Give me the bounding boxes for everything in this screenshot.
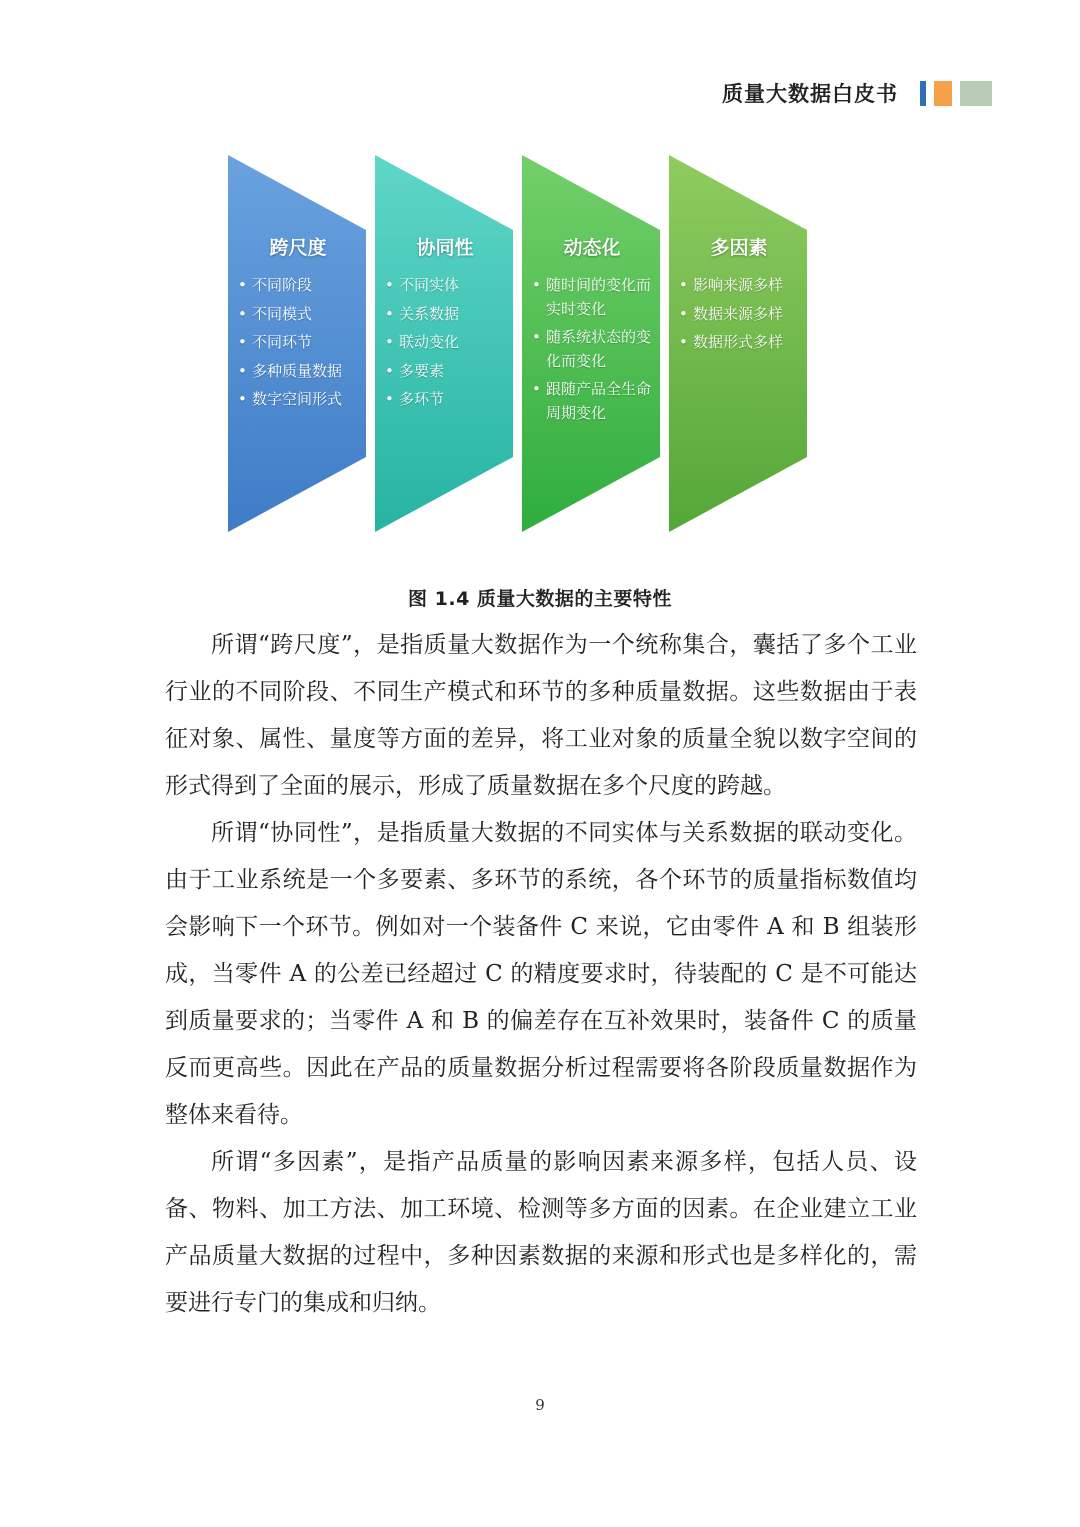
panel-title: 动态化 bbox=[563, 237, 621, 259]
list-item: • 随系统状态的变化而变化 bbox=[530, 326, 660, 373]
paragraph-cross-scale: 所谓“跨尺度”，是指质量大数据作为一个统称集合，囊括了多个工业行业的不同阶段、不同生产模式和环节的多种质量数据。这些数据由于表征对象、属性、量度等方面的差异，将工业对象的质量全貌以数字空间的形式得到了全面的展示，形成了质量数据在多个尺度的跨越。 bbox=[165, 632, 917, 799]
list-item: • 不同模式 bbox=[236, 303, 366, 327]
panel-list bbox=[236, 274, 366, 417]
header-title: 质量大数据白皮书 bbox=[722, 82, 898, 106]
panel-multi-factor bbox=[669, 155, 809, 535]
header-color-block-blue bbox=[920, 81, 926, 106]
page-header bbox=[722, 78, 992, 108]
panel-title: 跨尺度 bbox=[269, 237, 327, 259]
list-item: • 多种质量数据 bbox=[236, 360, 366, 384]
list-item: • 影响来源多样 bbox=[677, 274, 807, 298]
panel-synergy bbox=[375, 155, 515, 535]
header-color-block-green bbox=[960, 81, 992, 106]
list-item: • 多环节 bbox=[383, 388, 513, 412]
panel-list bbox=[383, 274, 513, 417]
list-item: • 随时间的变化而实时变化 bbox=[530, 274, 660, 321]
list-item: • 数字空间形式 bbox=[236, 388, 366, 412]
panel-title: 协同性 bbox=[416, 237, 474, 259]
panel-list bbox=[530, 274, 660, 430]
list-item: • 不同实体 bbox=[383, 274, 513, 298]
list-item: • 数据形式多样 bbox=[677, 331, 807, 355]
header-color-block-orange bbox=[934, 81, 952, 106]
figure-caption: 图 1.4 质量大数据的主要特性 bbox=[408, 588, 672, 610]
paragraph-multi-factor: 所谓“多因素”，是指产品质量的影响因素来源多样，包括人员、设备、物料、加工方法、加工环境、检测等多方面的因素。在企业建立工业产品质量大数据的过程中，多种因素数据的来源和形式也是多样化的，需要进行专门的集成和归纳。 bbox=[165, 1149, 917, 1316]
panel-cross-scale bbox=[228, 155, 368, 535]
panel-dynamic bbox=[522, 155, 662, 535]
list-item: • 联动变化 bbox=[383, 331, 513, 355]
panel-title: 多因素 bbox=[710, 237, 768, 259]
paragraph-synergy: 所谓“协同性”，是指质量大数据的不同实体与关系数据的联动变化。由于工业系统是一个多要素、多环节的系统，各个环节的质量指标数值均会影响下一个环节。例如对一个装备件 C 来说，它由零件 A 和 B 组装形成，当零件 A 的公差已经超过 C 的精度要求时，待装配的 C 是不可能达到质量要求的；当零件 A 和 B 的偏差存在互补效果时，装备件 C 的质量反而更高些。因此在产品的质量数据分析过程需要将各阶段质量数据作为整体来看待。 bbox=[165, 820, 917, 1128]
characteristics-figure bbox=[228, 155, 810, 535]
list-item: • 不同阶段 bbox=[236, 274, 366, 298]
page-number: 9 bbox=[535, 1396, 545, 1414]
panel-list bbox=[677, 274, 807, 360]
list-item: • 数据来源多样 bbox=[677, 303, 807, 327]
list-item: • 跟随产品全生命周期变化 bbox=[530, 378, 660, 425]
list-item: • 关系数据 bbox=[383, 303, 513, 327]
body-text bbox=[165, 622, 917, 1327]
list-item: • 多要素 bbox=[383, 360, 513, 384]
list-item: • 不同环节 bbox=[236, 331, 366, 355]
